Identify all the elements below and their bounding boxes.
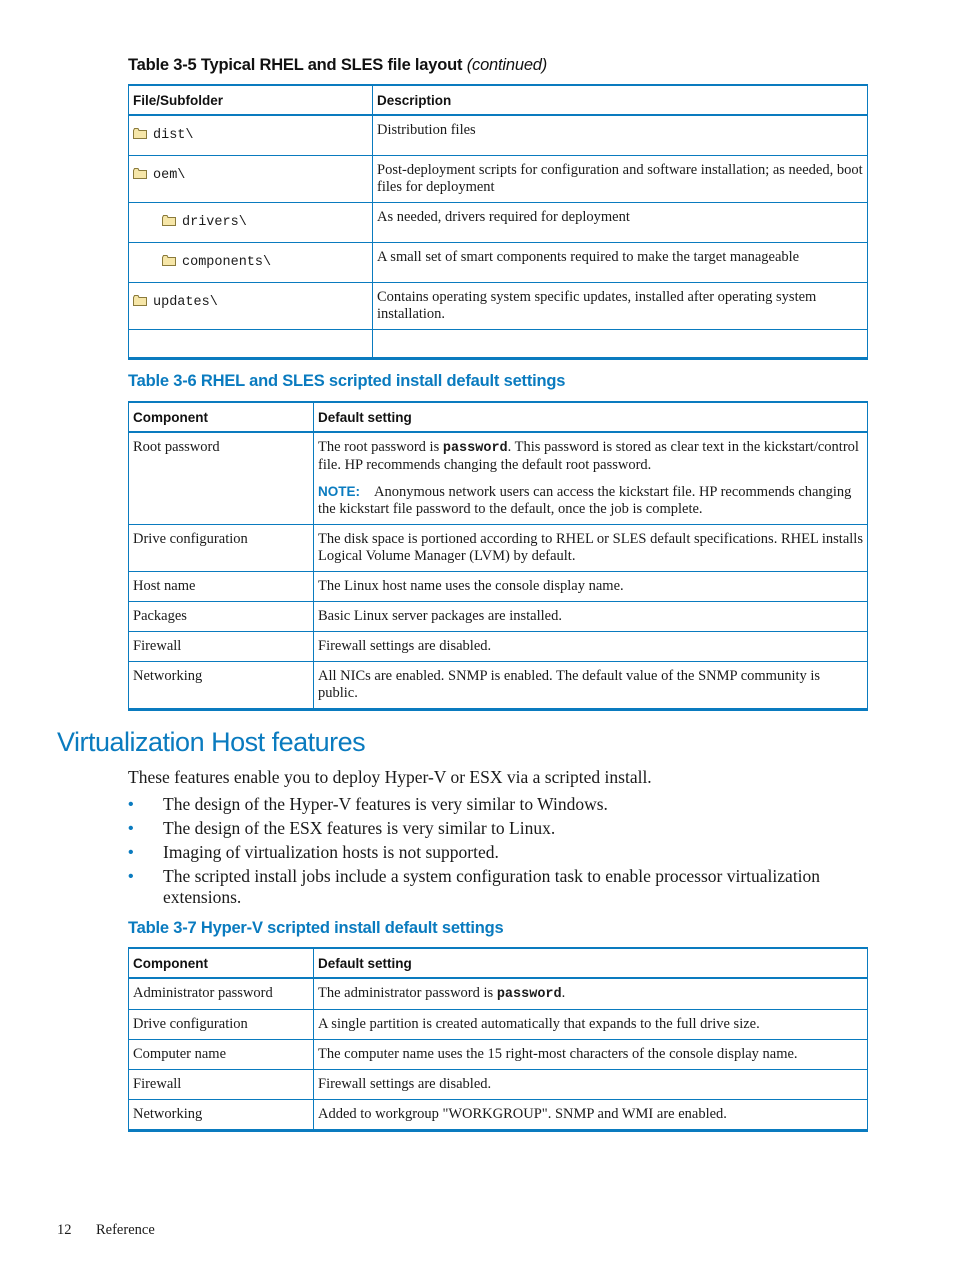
- folder-icon: [133, 128, 147, 139]
- bullet-icon: •: [128, 868, 134, 885]
- text: The root password is: [318, 439, 443, 455]
- password-value: password: [496, 987, 562, 1002]
- list-item: [128, 866, 873, 908]
- description-cell: Contains operating system specific updates, installed after operating system installation.: [373, 282, 868, 329]
- caption-text: Table 3-5 Typical RHEL and SLES file layout: [128, 56, 463, 74]
- file-cell: [129, 242, 373, 282]
- note: [318, 483, 863, 518]
- setting-cell: Added to workgroup "WORKGROUP". SNMP and WMI are enabled.: [314, 1100, 868, 1131]
- table-3-7-caption: Table 3-7 Hyper-V scripted install default settings: [128, 919, 504, 937]
- folder-icon: [162, 215, 176, 226]
- bullet-icon: •: [128, 820, 134, 837]
- text: . This password is stored as clear text in the kickstart/control file. HP recommends changing the default root password.: [318, 439, 859, 473]
- table-row: [129, 1100, 868, 1131]
- table-row: [129, 572, 868, 602]
- text: The administrator password is: [318, 985, 497, 1001]
- list-item-text: The design of the ESX features is very similar to Linux.: [163, 818, 556, 838]
- list-item-text: The design of the Hyper-V features is very similar to Windows.: [163, 794, 608, 814]
- table-row: [129, 978, 868, 1010]
- list-item: [128, 818, 873, 839]
- file-layout-table: [128, 84, 868, 360]
- table-row: [129, 242, 868, 282]
- table-row: [129, 432, 868, 525]
- table-row: [129, 525, 868, 572]
- setting-text: [318, 439, 863, 474]
- empty-cell: [129, 329, 373, 358]
- folder-name: drivers\: [182, 214, 247, 230]
- column-header: Default setting: [314, 402, 868, 432]
- note-text: Anonymous network users can access the kickstart file. HP recommends changing the kickstart file password to the default, once the job is complete.: [318, 484, 852, 517]
- folder-icon: [133, 295, 147, 306]
- table-row: [129, 1040, 868, 1070]
- component-cell: Packages: [129, 602, 314, 632]
- table-row: [129, 1070, 868, 1100]
- setting-cell: Basic Linux server packages are installed.: [314, 602, 868, 632]
- component-cell: Drive configuration: [129, 525, 314, 572]
- table-row-empty: [129, 329, 868, 358]
- description-cell: Post-deployment scripts for configuration and software installation; as needed, boot files for deployment: [373, 155, 868, 202]
- section-title: Virtualization Host features: [57, 727, 366, 757]
- folder-icon: [133, 168, 147, 179]
- folder-name: dist\: [153, 128, 194, 143]
- setting-cell: Firewall settings are disabled.: [314, 632, 868, 662]
- page-number: 12: [57, 1222, 72, 1238]
- folder-name: oem\: [153, 167, 186, 183]
- setting-cell: All NICs are enabled. SNMP is enabled. The default value of the SNMP community is public.: [314, 662, 868, 710]
- table-row: [129, 115, 868, 155]
- setting-cell: The Linux host name uses the console display name.: [314, 572, 868, 602]
- footer-section: Reference: [96, 1222, 155, 1238]
- description-cell: Distribution files: [373, 115, 868, 155]
- table-header-row: [129, 85, 868, 115]
- column-header: Component: [129, 402, 314, 432]
- folder-icon: [162, 255, 176, 266]
- setting-cell: Firewall settings are disabled.: [314, 1070, 868, 1100]
- file-cell: [129, 202, 373, 242]
- table-header-row: [129, 948, 868, 978]
- component-cell: Drive configuration: [129, 1010, 314, 1040]
- column-header: Description: [373, 85, 868, 115]
- folder-name: components\: [182, 254, 272, 270]
- table-header-row: [129, 402, 868, 432]
- component-cell: Networking: [129, 662, 314, 710]
- caption-suffix: (continued): [466, 56, 548, 74]
- setting-cell: [314, 978, 868, 1010]
- feature-list: [128, 794, 873, 911]
- text: .: [561, 985, 566, 1001]
- list-item-text: The scripted install jobs include a system configuration task to enable processor virtualization extensions.: [163, 866, 821, 907]
- description-cell: A small set of smart components required to make the target manageable: [373, 242, 868, 282]
- note-label: NOTE:: [318, 484, 360, 499]
- empty-cell: [373, 329, 868, 358]
- bullet-icon: •: [128, 844, 134, 861]
- setting-cell: [314, 432, 868, 525]
- component-cell: Firewall: [129, 632, 314, 662]
- table-row: [129, 1010, 868, 1040]
- list-item: [128, 842, 873, 863]
- table-row: [129, 602, 868, 632]
- component-cell: Root password: [129, 432, 314, 525]
- table-row: [129, 662, 868, 710]
- password-value: password: [442, 441, 508, 456]
- column-header: Default setting: [314, 948, 868, 978]
- component-cell: Administrator password: [129, 978, 314, 1010]
- table-3-6-caption: Table 3-6 RHEL and SLES scripted install default settings: [128, 372, 566, 390]
- component-cell: Host name: [129, 572, 314, 602]
- table-row: [129, 282, 868, 329]
- file-cell: [129, 115, 373, 155]
- component-cell: Firewall: [129, 1070, 314, 1100]
- section-intro: These features enable you to deploy Hyper-V or ESX via a scripted install.: [128, 767, 652, 787]
- table-row: [129, 202, 868, 242]
- file-cell: [129, 155, 373, 202]
- folder-name: updates\: [153, 294, 218, 310]
- column-header: File/Subfolder: [129, 85, 373, 115]
- component-cell: Computer name: [129, 1040, 314, 1070]
- list-item: [128, 794, 873, 815]
- file-cell: [129, 282, 373, 329]
- component-cell: Networking: [129, 1100, 314, 1131]
- setting-cell: The computer name uses the 15 right-most characters of the console display name.: [314, 1040, 868, 1070]
- table-3-5-caption: [128, 56, 547, 75]
- hyperv-settings-table: [128, 947, 868, 1132]
- column-header: Component: [129, 948, 314, 978]
- table-row: [129, 155, 868, 202]
- table-row: [129, 632, 868, 662]
- description-cell: As needed, drivers required for deployment: [373, 202, 868, 242]
- bullet-icon: •: [128, 796, 134, 813]
- setting-cell: A single partition is created automatically that expands to the full drive size.: [314, 1010, 868, 1040]
- setting-cell: The disk space is portioned according to RHEL or SLES default specifications. RHEL installs Logical Volume Manager (LVM) by default.: [314, 525, 868, 572]
- rhel-sles-settings-table: [128, 401, 868, 711]
- list-item-text: Imaging of virtualization hosts is not supported.: [163, 842, 499, 862]
